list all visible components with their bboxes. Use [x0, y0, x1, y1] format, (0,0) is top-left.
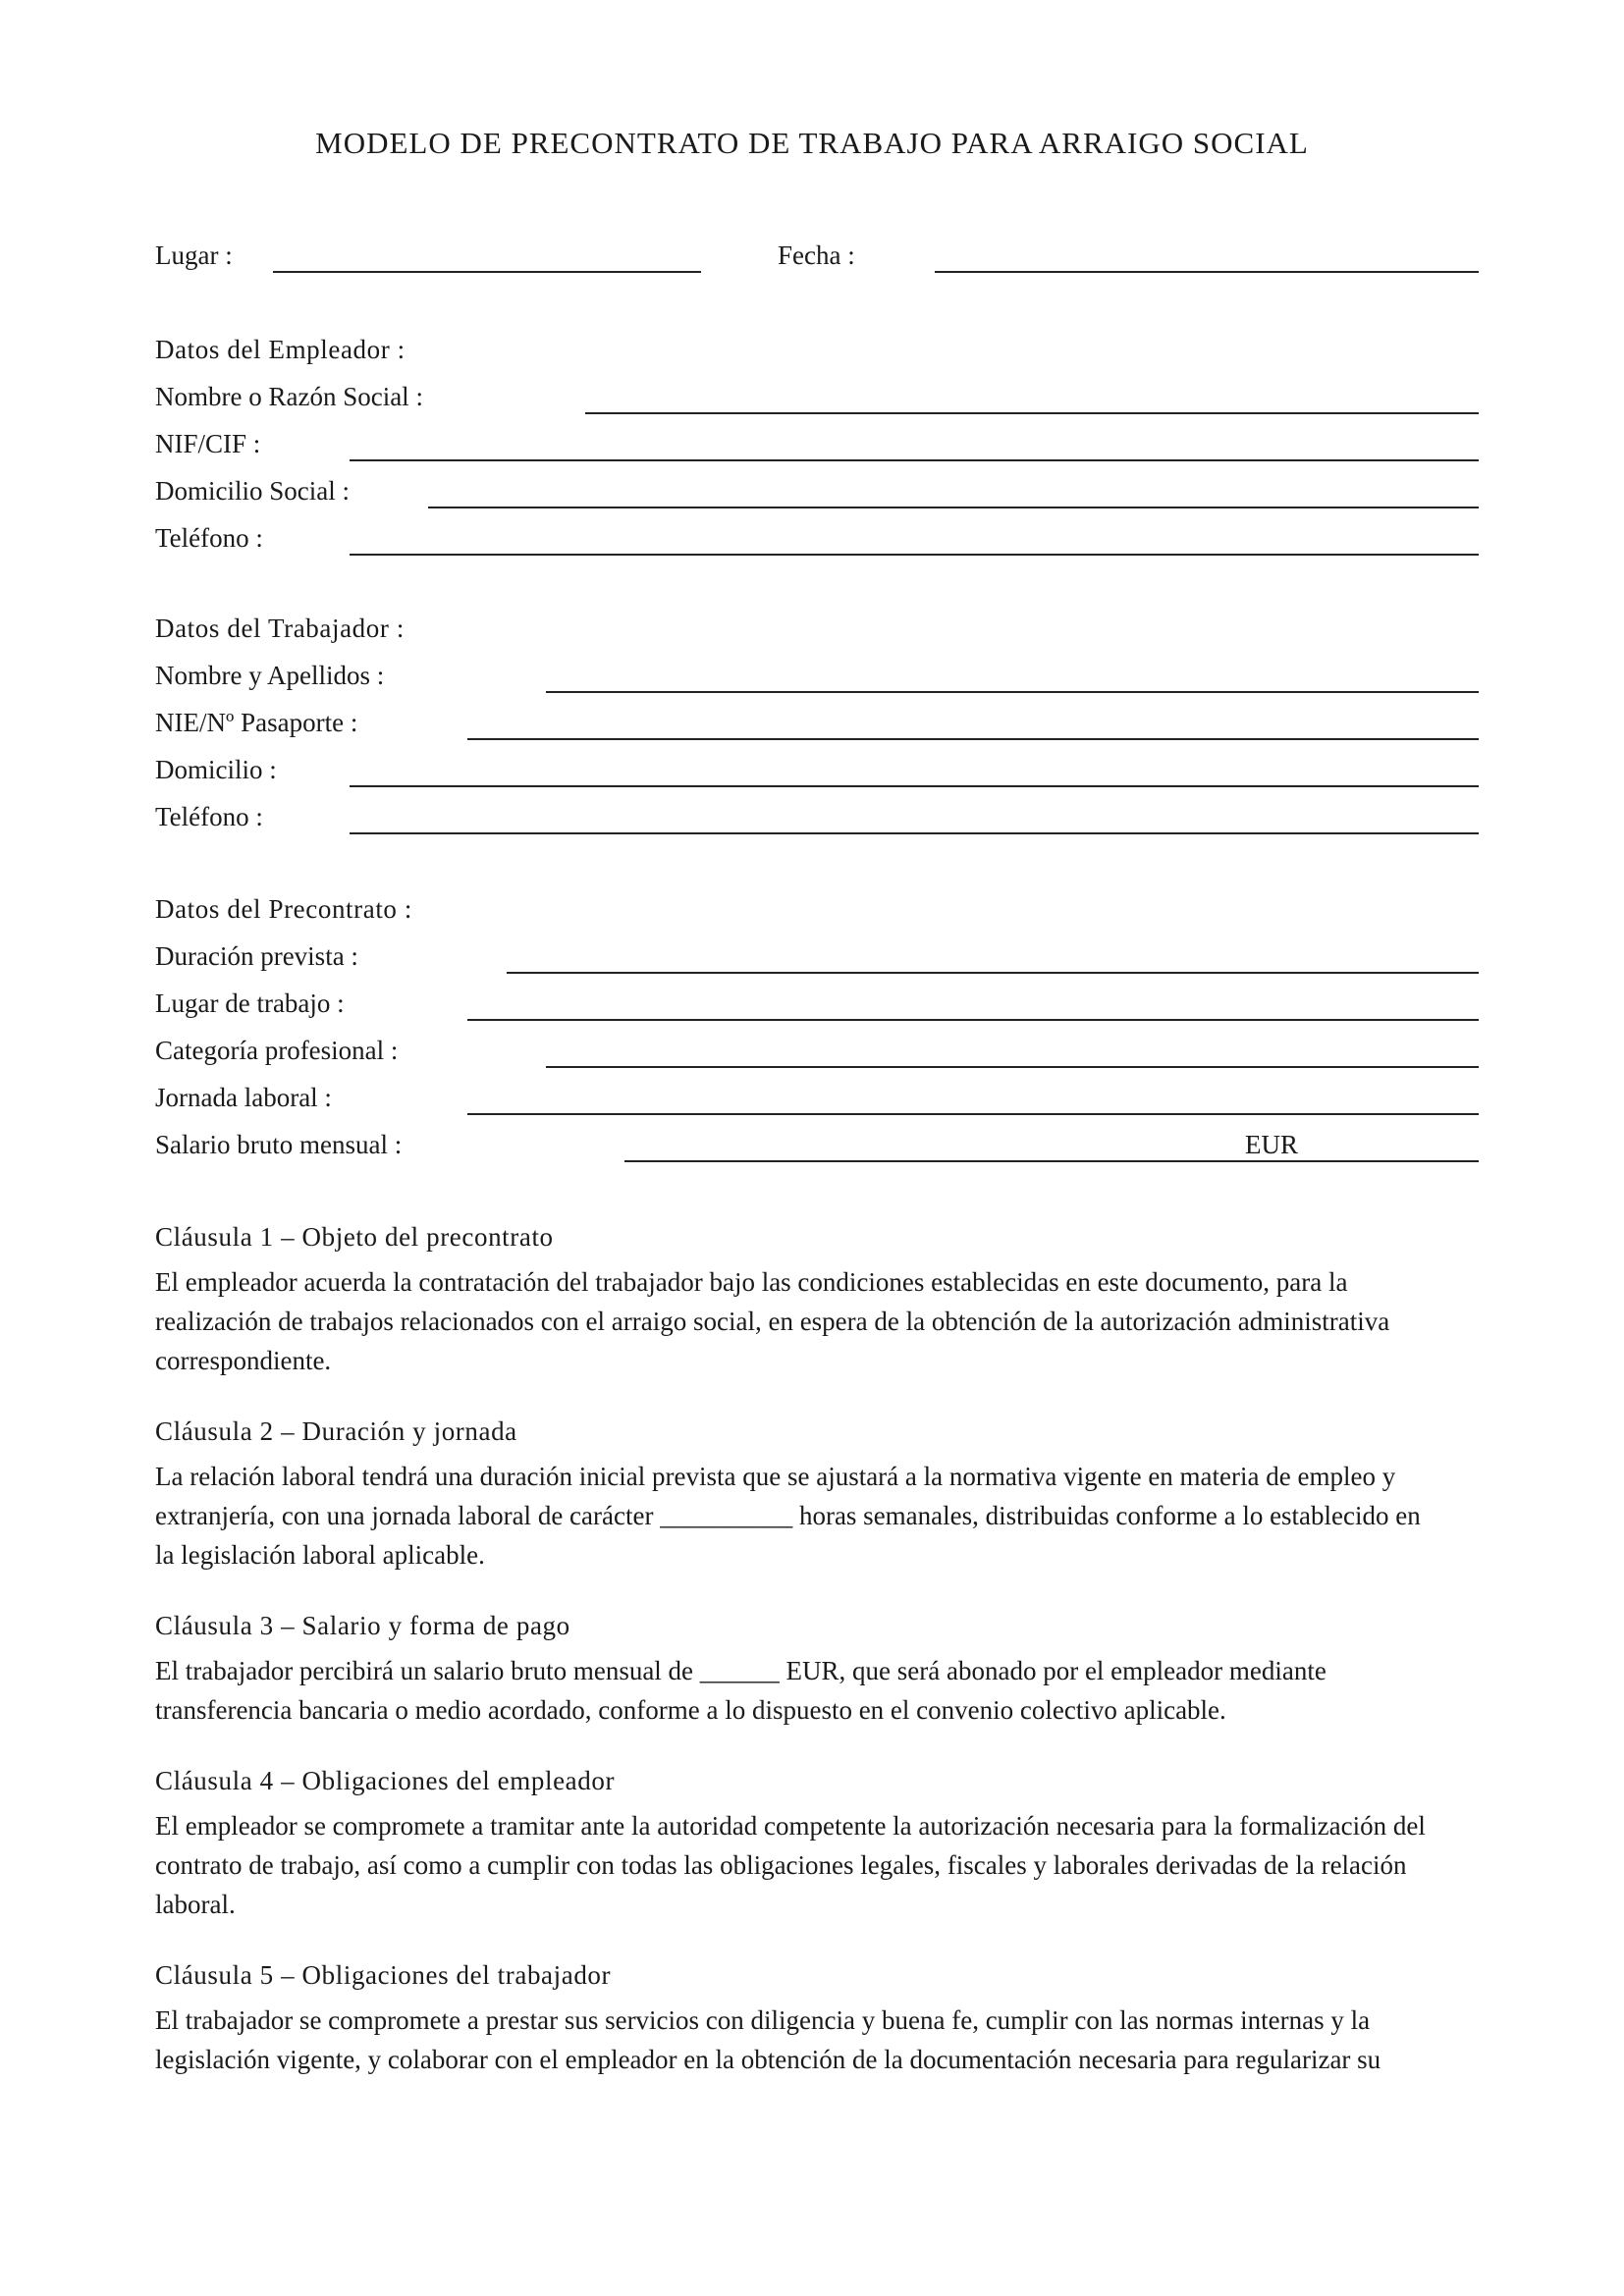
clause-line: contrato de trabajo, así como a cumplir con todas las obligaciones legales, fiscales y laborales derivadas de la relación [155, 1850, 1407, 1880]
clause-3-heading: Cláusula 3 – Salario y forma de pago [155, 1611, 570, 1640]
clause-3-body [155, 1651, 1481, 1730]
empleador-telefono-row [0, 518, 1624, 558]
clause-line: transferencia bancaria o medio acordado, conforme a lo dispuesto en el convenio colectivo aplicable. [155, 1695, 1226, 1725]
trabajador-nombre-field[interactable] [546, 691, 1479, 693]
precontrato-lugar-row [0, 984, 1624, 1023]
clause-line: El empleador se compromete a tramitar ante la autoridad competente la autorización necesaria para la formalización del [155, 1811, 1426, 1841]
clause-line: correspondiente. [155, 1346, 332, 1375]
empleador-nombre-field[interactable] [585, 412, 1479, 414]
clause-1-heading: Cláusula 1 – Objeto del precontrato [155, 1222, 554, 1252]
fecha-label: Fecha : [778, 240, 855, 270]
trabajador-nie-field[interactable] [467, 738, 1479, 740]
clause-line: laboral. [155, 1890, 236, 1919]
clause-line: El empleador acuerda la contratación del trabajador bajo las condiciones establecidas en este documento, para la [155, 1267, 1348, 1297]
empleador-nif-row [0, 424, 1624, 463]
clause-1-body [155, 1262, 1481, 1380]
trabajador-domicilio-row [0, 750, 1624, 789]
empleador-heading: Datos del Empleador : [155, 335, 406, 364]
empleador-domicilio-field[interactable] [428, 507, 1479, 508]
clause-5-heading: Cláusula 5 – Obligaciones del trabajador [155, 1960, 612, 1990]
empleador-nif-field[interactable] [350, 459, 1479, 461]
precontrato-heading: Datos del Precontrato : [155, 894, 412, 924]
trabajador-nombre-row [0, 656, 1624, 695]
clause-2-heading: Cláusula 2 – Duración y jornada [155, 1416, 517, 1446]
clause-line: la legislación laboral aplicable. [155, 1540, 485, 1570]
duracion-field[interactable] [507, 972, 1479, 974]
field-label: NIE/Nº Pasaporte : [155, 708, 358, 737]
field-label: Domicilio : [155, 755, 277, 784]
categoria-field[interactable] [546, 1066, 1479, 1068]
field-label: Domicilio Social : [155, 476, 350, 506]
lugar-fecha-row [0, 236, 1624, 275]
lugar-label: Lugar : [155, 240, 233, 270]
document-title: MODELO DE PRECONTRATO DE TRABAJO PARA ARRAIGO SOCIAL [315, 126, 1309, 160]
clause-4-heading: Cláusula 4 – Obligaciones del empleador [155, 1766, 616, 1795]
empleador-domicilio-row [0, 471, 1624, 510]
field-label: Jornada laboral : [155, 1083, 332, 1112]
currency-label: EUR [1245, 1130, 1298, 1159]
fecha-field[interactable] [935, 271, 1479, 273]
trabajador-domicilio-field[interactable] [350, 785, 1479, 787]
clause-line: realización de trabajos relacionados con el arraigo social, en espera de la obtención de la autorización administrativa [155, 1307, 1390, 1336]
field-label: Categoría profesional : [155, 1036, 399, 1065]
trabajador-nie-row [0, 703, 1624, 742]
precontrato-salario-row [0, 1125, 1624, 1164]
clause-line: La relación laboral tendrá una duración inicial prevista que se ajustará a la normativa vigente en materia de empleo y [155, 1462, 1396, 1491]
clause-line: legislación vigente, y colaborar con el empleador en la obtención de la documentación necesaria para regularizar su [155, 2045, 1381, 2074]
empleador-telefono-field[interactable] [350, 554, 1479, 556]
field-label: Salario bruto mensual : [155, 1130, 403, 1159]
precontrato-duracion-row [0, 936, 1624, 976]
jornada-field[interactable] [467, 1113, 1479, 1115]
clause-2-body [155, 1457, 1481, 1575]
clause-line: El trabajador se compromete a prestar sus servicios con diligencia y buena fe, cumplir con las normas internas y la [155, 2005, 1371, 2035]
salario-field[interactable] [624, 1160, 1479, 1162]
clause-line: El trabajador percibirá un salario bruto mensual de ______ EUR, que será abonado por el empleador mediante [155, 1656, 1326, 1685]
field-label: Teléfono : [155, 523, 263, 553]
field-label: NIF/CIF : [155, 429, 261, 458]
trabajador-heading: Datos del Trabajador : [155, 614, 405, 643]
clause-line: extranjería, con una jornada laboral de carácter __________ horas semanales, distribuidas conforme a lo establecido en [155, 1501, 1421, 1530]
lugar-trabajo-field[interactable] [467, 1019, 1479, 1021]
field-label: Nombre o Razón Social : [155, 382, 423, 411]
precontrato-categoria-row [0, 1031, 1624, 1070]
field-label: Teléfono : [155, 802, 263, 831]
precontrato-jornada-row [0, 1078, 1624, 1117]
lugar-field[interactable] [273, 271, 701, 273]
clause-4-body [155, 1806, 1481, 1924]
field-label: Duración prevista : [155, 941, 358, 971]
trabajador-telefono-field[interactable] [350, 832, 1479, 834]
empleador-nombre-row [0, 377, 1624, 416]
field-label: Nombre y Apellidos : [155, 661, 385, 690]
trabajador-telefono-row [0, 797, 1624, 836]
clause-5-body [155, 2001, 1481, 2079]
field-label: Lugar de trabajo : [155, 988, 345, 1018]
